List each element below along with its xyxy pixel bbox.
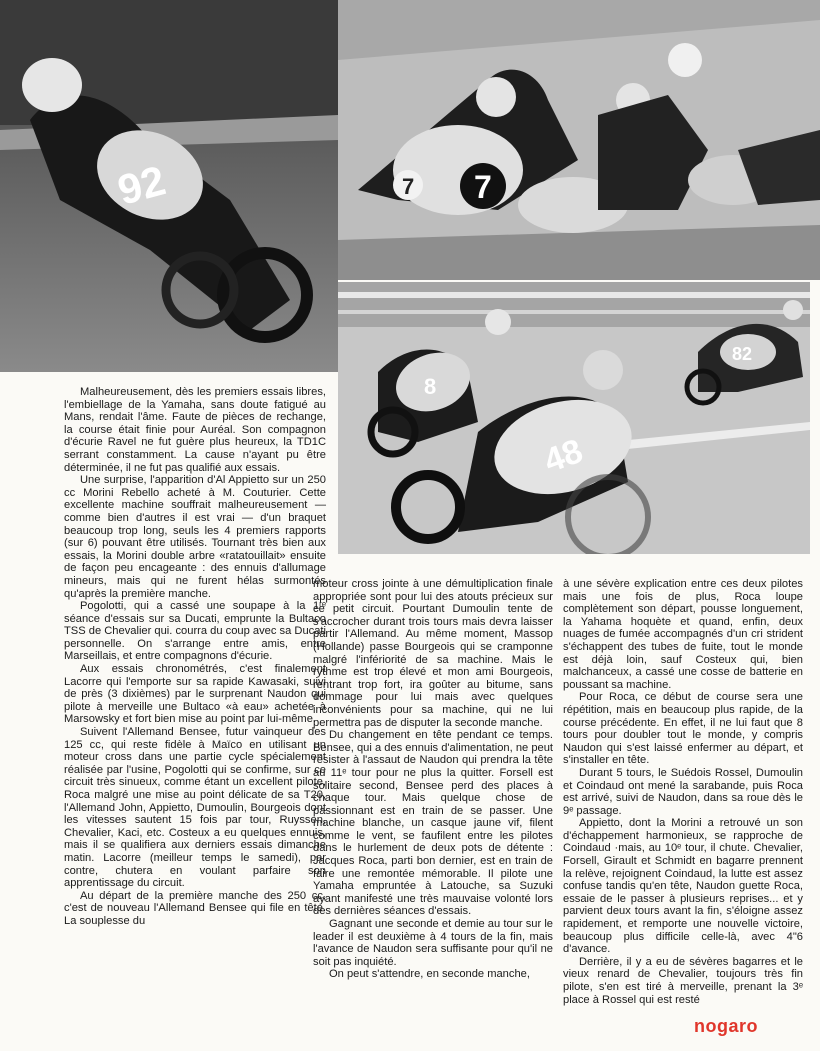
paragraph: On peut s'attendre, en seconde manche, [329, 968, 530, 981]
photo-riders-48 [338, 282, 810, 554]
paragraph: Durant 5 tours, le Suédois Rossel, Dumoulin et Coindaud ont mené la sarabande, puis Roca est arrivé, suivi de Naudon, dans sa roue dès le 9ᵉ passage. [563, 766, 803, 817]
paragraph: Pour Roca, ce début de course sera une répétition, mais en beaucoup plus rapide, de la course précédente. En effet, il ne lui faut que 8 tours pour doubler tout le monde, y compris Naudon qui s'est laissé enfermer au départ, et s'installer en tête. [563, 691, 803, 767]
article-column-1 [64, 386, 326, 928]
paragraph: à une sévère explication entre ces deux pilotes mais une fois de plus, Roca loupe complètement son départ, pousse longuement, la Yahama hoquète et quand, enfin, deux nuages de fumée accompagnés d'un cri strident s'échappent des tubes de fuite, tout le monde est déjà loin, sauf Costeux qui, bien malchanceux, a cassé une cosse de batterie en poussant sa machine. [563, 578, 803, 691]
paragraph: Suivent l'Allemand Bensee, futur vainqueur des 125 cc, qui reste fidèle à Maïco en utilisant un moteur cross dans une partie cycle spécialement réalisée par l'usine, Pogolotti qui se confirme, sur ce circuit très sinueux, comme étant un excellent pilote, Roca malgré une mise au point délicate de sa T20, l'Allemand John, Appietto, Dumoulin, Bourgeois dont les vitesses sautent 15 fois par tour, Ruyssen, Chevalier, Kaci, etc. Costeux a eu quelques ennuis, mais il se qualifiera aux derniers essais dimanche matin. Lacorre (meilleur temps le samedi), par contre, chutera en voulant parfaire son apprentissage du circuit. [64, 726, 326, 890]
race-number-8: 8 [424, 374, 437, 399]
race-number: 92 [112, 156, 171, 214]
paragraph: Gagnant une seconde et demie au tour sur le leader il est deuxième à 4 tours de la fin, mais l'avance de Naudon sera suffisante pour qu'il ne soit pas inquiété. [313, 918, 553, 968]
article-column-3 [563, 578, 803, 1006]
race-number-82: 82 [732, 344, 753, 364]
race-number-side: 7 [402, 174, 415, 199]
paragraph: Au départ de la première manche des 250 cc, c'est de nouveau l'Allemand Bensee qui file en tête. La souplesse du [64, 889, 326, 927]
paragraph: Une surprise, l'apparition d'Al Appietto sur un 250 cc Morini Rebello acheté à M. Couturier. Cette excellente machine souffrait malheureusement — comme bien d'autres il est vrai — d'un braquet beaucoup trop long, seuls les 4 premiers rapports (sur 6) pouvant être utilisés. Tournant très bien aux essais, la Morini double arbre «ratatouillait» ensuite de façon peu encageante : des ennuis d'allumage mineurs, mais qui ne furent hélas surmontés qu'après la première manche. [64, 474, 326, 600]
photo-rider-92 [0, 0, 338, 372]
photo-sidecars-7 [338, 0, 820, 280]
paragraph: Du changement en tête pendant ce temps. Bensee, qui a des ennuis d'alimentation, ne peut résister à l'assaut de Naudon qui prendra la tête au 11ᵉ tour pour ne plus la quitter. Forsell est solitaire second, Bensee perd des places à chaque tour. Mais quelque chose de passionnant est en train de se passer. Une machine blanche, un casque jaune vif, filent comme le vent, se faufilent entre les pilotes dans le hurlement de deux pots de détente : Jacques Roca, parti bon dernier, est en train de faire une remontée mémorable. Il pilote une Yamaha empruntée à Latouche, sa Suzuki ayant manifesté une très mauvaise volonté lors des dernières séances d'essais. [313, 729, 553, 918]
article-column-2 [313, 578, 553, 981]
section-logo: nogaro [694, 1016, 758, 1036]
race-number-front: 7 [474, 169, 492, 205]
paragraph: Aux essais chronométrés, c'est finalement Lacorre qui l'emporte sur sa rapide Kawasaki, suivi de près (3 dixièmes) par le surprenant Naudon qui pilote à merveille une Bultaco «à eau» achetée à Marsowsky et fort bien mise au point par lui-même. [64, 663, 326, 726]
paragraph: Derrière, il y a eu de sévères bagarres et le vieux renard de Chevalier, toujours très fin pilote, s'en est tiré à merveille, prenant la 3ᵉ place à Rossel qui est resté [563, 955, 803, 1006]
race-number-48: 48 [539, 431, 588, 481]
paragraph: Pogolotti, qui a cassé une soupape à la 1ʳᵉ séance d'essais sur sa Ducati, emprunte la Bultaco TSS de Chevalier qui. courra du coup avec sa Ducati personnelle. On s'arrange entre amis, entre Marseillais, et entre compagnons d'écurie. [64, 600, 326, 663]
paragraph: moteur cross jointe à une démultiplication finale appropriée sont pour lui des atouts précieux sur ce petit circuit. Pourtant Dumoulin tente de s'accrocher durant trois tours mais devra laisser partir l'Allemand. Au même moment, Massop (Hollande) passe Bourgeois qui se cramponne malgré l'infériorité de sa machine. Mais le rythme est trop élevé et mon ami Bourgeois, rentrant trop fort, ira goûter au bitume, sans dommage pour lui mais avec quelques inconvénients pour sa machine, qui ne lui permettra pas de disputer la seconde manche. [313, 578, 553, 729]
paragraph: Appietto, dont la Morini a retrouvé un son d'échappement harmonieux, se rapproche de Coindaud ·mais, au 10ᵉ tour, il chute. Chevalier, Forsell, Girault et Schmidt en bagarre prennent la relève, rejoignent Coindaud, la lutte est assez confuse tandis qu'en tête, Naudon guette Roca, essaie de le passer à plusieurs reprises... et y parvient deux tours avant la fin, s'éloigne assez rapidement, et remporte une nouvelle victoire, beaucoup plus difficile celle-là, avec 4"6 d'avance. [563, 817, 803, 956]
paragraph: Malheureusement, dès les premiers essais libres, l'embiellage de la Yamaha, sans doute fatigué au Mans, rendait l'âme. Faute de pièces de rechange, la course était finie pour Auréal. Son compagnon d'écurie Ravel ne fut guère plus heureux, la TD1C serrant constamment. La cause n'ayant pu être déterminée, il ne fut pas qualifié aux essais. [64, 386, 326, 474]
